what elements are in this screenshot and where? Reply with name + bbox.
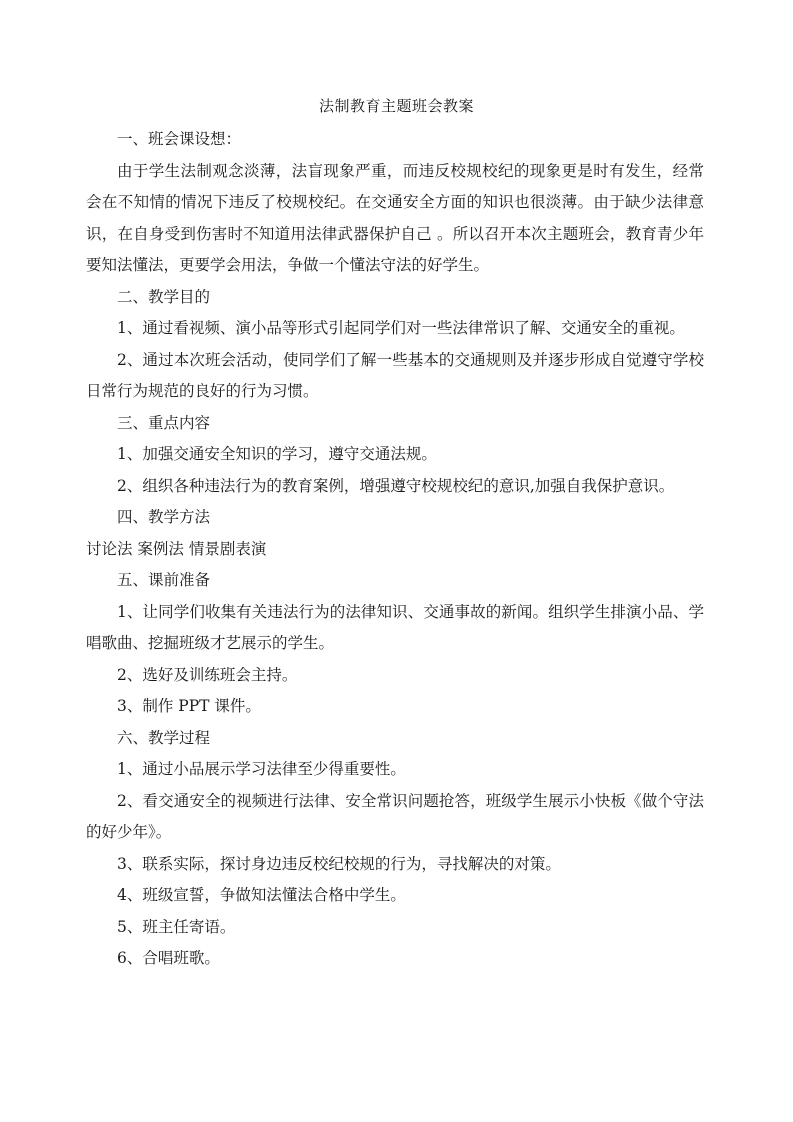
list-item: 6、合唱班歌。 [117, 949, 220, 967]
list-item: 3、制作 PPT 课件。 [117, 697, 261, 715]
document-body [86, 124, 704, 975]
document-title: 法制教育主题班会教案 [318, 97, 474, 115]
list-item: 2、看交通安全的视频进行法律、安全常识问题抢答，班级学生展示小快板《做个守法的好少年》。 [86, 791, 704, 841]
section-heading-4: 四、教学方法 [117, 508, 211, 526]
list-item: 3、联系实际，探讨身边违反校纪校规的行为，寻找解决的对策。 [117, 854, 561, 873]
section-heading-3: 三、重点内容 [117, 413, 211, 432]
list-item: 1、通过小品展示学习法律至少得重要性。 [117, 760, 406, 778]
list-item: 1、让同学们收集有关违法行为的法律知识、交通事故的新闻。组织学生排演小品、学唱歌曲、挖掘班级才艺展示的学生。 [86, 602, 704, 652]
list-item: 2、选好及训练班会主持。 [117, 665, 298, 684]
methods-line: 讨论法 案例法 情景剧表演 [86, 539, 267, 558]
list-item: 1、加强交通安全知识的学习，遵守交通法规。 [117, 445, 437, 463]
list-item: 2、通过本次班会活动，使同学们了解一些基本的交通规则及并逐步形成自觉遵守学校日常行为规范的良好的行为习惯。 [86, 350, 704, 400]
list-item: 5、班主任寄语。 [117, 917, 236, 936]
list-item: 2、组织各种违法行为的教育案例，增强遵守校规校纪的意识,加强自我保护意识。 [117, 476, 675, 495]
section-heading-1: 一、班会课设想： [117, 130, 242, 148]
section-heading-6: 六、教学过程 [117, 728, 211, 747]
section-heading-5: 五、课前准备 [117, 571, 211, 589]
section-heading-2: 二、教学目的 [117, 287, 211, 306]
list-item: 4、班级宣誓，争做知法懂法合格中学生。 [117, 886, 406, 904]
paragraph-intro: 由于学生法制观念淡薄，法盲现象严重，而违反校规校纪的现象更是时有发生，经常会在不知情的情况下违反了校规校纪。在交通安全方面的知识也很淡薄。由于缺少法律意识，在自身受到伤害时不知道用法律武器保护自己 。所以召开本次主题班会，教育青少年要知法懂法，更要学会用法，争做一个懂法守法的好学生。 [86, 161, 704, 274]
list-item: 1、通过看视频、演小品等形式引起同学们对一些法律常识了解、交通安全的重视。 [117, 319, 685, 337]
